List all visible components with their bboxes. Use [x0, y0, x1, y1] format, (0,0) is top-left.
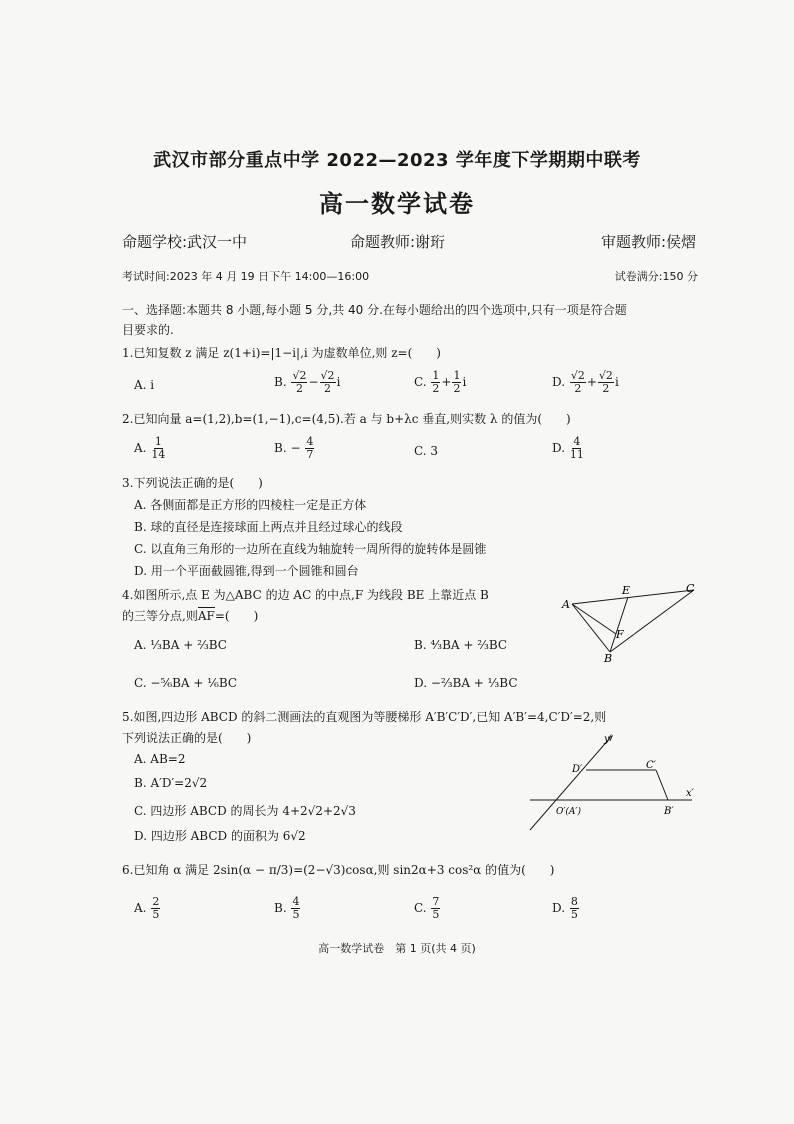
- label-c: C: [686, 582, 695, 595]
- q6-option-c: C. $\frac{7}{5}$: [414, 895, 440, 921]
- exam-title: 武汉市部分重点中学 2022—2023 学年度下学期期中联考: [153, 150, 641, 171]
- q1-option-b: B. $\frac{√2}{2}$ − $\frac{√2}{2}$ i: [274, 369, 341, 395]
- label-b-prime: B′: [664, 806, 674, 817]
- q5-option-a: A. AB=2: [134, 752, 186, 766]
- full-score: 试卷满分:150 分: [614, 270, 698, 283]
- question-1-stem: 1.已知复数 z 满足 z(1+i)=|1−i|,i 为虚数单位,则 z=( ): [122, 346, 441, 360]
- question-3-stem: 3.下列说法正确的是( ): [122, 476, 263, 490]
- question-5-stem-line1: 5.如图,四边形 ABCD 的斜二测画法的直观图为等腰梯形 A′B′C′D′,已知 A′B′=4,C′D′=2,则: [122, 710, 607, 724]
- question-4-stem-line2: 的三等分点,则AF=( ): [122, 609, 259, 623]
- q3-option-d: D. 用一个平面截圆锥,得到一个圆锥和圆台: [134, 564, 359, 578]
- q5-trapezoid-figure: [520, 730, 700, 835]
- q4-triangle-figure: [560, 582, 700, 662]
- q4-option-a: A. ⅓BA + ⅔BC: [134, 638, 227, 652]
- q6-option-b: B. $\frac{4}{5}$: [274, 895, 300, 921]
- q3-option-b: B. 球的直径是连接球面上两点并且经过球心的线段: [134, 520, 403, 534]
- reviewer-teacher: 审题教师:侯熠: [600, 233, 696, 251]
- label-d-prime: D′: [572, 764, 583, 775]
- label-a: A: [562, 598, 570, 611]
- q2-option-b: B. − $\frac{4}{7}$: [274, 435, 314, 461]
- setter-school: 命题学校:武汉一中: [122, 233, 248, 251]
- question-5-stem-line2: 下列说法正确的是( ): [122, 731, 252, 745]
- q5-option-c: C. 四边形 ABCD 的周长为 4+2√2+2√3: [134, 804, 356, 818]
- q1-option-c: C. $\frac{1}{2}$ + $\frac{1}{2}$ i: [414, 369, 467, 395]
- q2-option-a: A. $\frac{1}{14}$: [134, 435, 166, 461]
- q3-option-c: C. 以直角三角形的一边所在直线为轴旋转一周所得的旋转体是圆锥: [134, 542, 487, 556]
- q5-option-b: B. A′D′=2√2: [134, 776, 208, 790]
- label-f: F: [616, 628, 624, 641]
- q3-option-a: A. 各侧面都是正方形的四棱柱一定是正方体: [134, 498, 367, 512]
- label-b: B: [604, 652, 613, 662]
- label-o-prime: O′(A′): [556, 807, 581, 817]
- label-x-axis: x′: [686, 788, 694, 799]
- exam-time: 考试时间:2023 年 4 月 19 日下午 14:00—16:00: [122, 270, 370, 283]
- label-c-prime: C′: [646, 760, 656, 771]
- question-6-stem: 6.已知角 α 满足 2sin(α − π/3)=(2−√3)cosα,则 sin2α+3 cos²α 的值为( ): [122, 863, 555, 877]
- section-heading: 一、选择题:本题共 8 小题,每小题 5 分,共 40 分.在每小题给出的四个选项中,只有一项是符合题 目要求的.: [122, 303, 627, 337]
- q4-option-b: B. ⁴⁄₃BA + ⅔BC: [414, 638, 508, 652]
- q4-option-c: C. −⅚BA + ⅙BC: [134, 676, 238, 690]
- question-2-stem: 2.已知向量 a=(1,2),b=(1,−1),c=(4,5).若 a 与 b+λc 垂直,则实数 λ 的值为( ): [122, 412, 571, 426]
- setter-teacher: 命题教师:谢珩: [350, 233, 446, 251]
- q6-option-d: D. $\frac{8}{5}$: [552, 895, 578, 921]
- q1-option-a: A. i: [134, 378, 155, 392]
- q6-option-a: A. $\frac{2}{5}$: [134, 895, 160, 921]
- label-y-axis: y′: [604, 734, 612, 745]
- q5-option-d: D. 四边形 ABCD 的面积为 6√2: [134, 829, 306, 843]
- q2-option-d: D. $\frac{4}{11}$: [552, 435, 584, 461]
- exam-subtitle: 高一数学试卷: [319, 190, 475, 218]
- q4-option-d: D. −⅔BA + ⅓BC: [414, 676, 518, 690]
- q2-option-c: C. 3: [414, 444, 439, 458]
- label-e: E: [622, 584, 631, 597]
- page-footer: 高一数学试卷 第 1 页(共 4 页): [318, 942, 476, 955]
- q1-option-d: D. $\frac{√2}{2}$ + $\frac{√2}{2}$ i: [552, 369, 619, 395]
- question-4-stem-line1: 4.如图所示,点 E 为△ABC 的边 AC 的中点,F 为线段 BE 上靠近点 B: [122, 588, 489, 602]
